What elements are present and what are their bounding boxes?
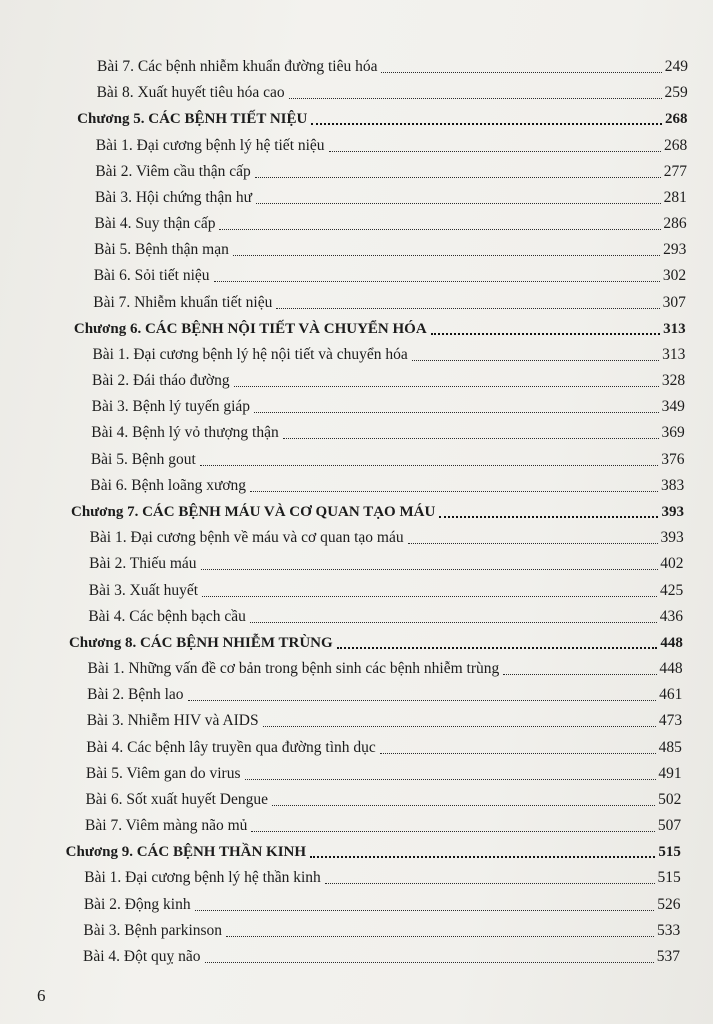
lesson-title: Bài 2. Động kinh: [83, 895, 191, 913]
toc-page-number: 268: [664, 136, 688, 154]
toc-lesson-row: [96, 131, 688, 155]
lesson-title: Bài 7. Viêm màng não mủ: [85, 817, 248, 835]
lesson-title: Bài 1. Những vấn đề cơ bản trong bệnh sinh các bệnh nhiễm trùng: [87, 660, 500, 678]
toc-chapter-row: [66, 837, 681, 861]
toc-lesson-row: [89, 576, 684, 600]
dot-leader: [381, 54, 662, 73]
toc-lesson-row: [97, 78, 688, 102]
toc-chapter-row: [74, 314, 686, 338]
page-number: 6: [37, 986, 46, 1005]
lesson-title: Bài 1. Đại cương bệnh lý hệ nội tiết và chuyển hóa: [92, 345, 408, 363]
lesson-title: Bài 4. Các bệnh bạch cầu: [88, 607, 246, 625]
dot-leader: [200, 447, 659, 466]
toc-lesson-row: [95, 209, 687, 233]
toc-page-number: 268: [665, 111, 688, 128]
toc-page-number: 502: [658, 790, 682, 808]
dot-leader: [214, 263, 661, 282]
dot-leader: [250, 473, 658, 492]
toc-page-number: 436: [659, 607, 684, 625]
toc-page-number: 402: [660, 555, 684, 573]
toc-page-number: 259: [664, 84, 688, 102]
lesson-title: Bài 2. Thiếu máu: [89, 555, 197, 573]
toc-lesson-row: [94, 261, 686, 285]
lesson-title: Bài 6. Bệnh loãng xương: [90, 476, 247, 494]
dot-leader: [205, 944, 654, 963]
toc-lesson-row: [83, 916, 680, 940]
toc-page-number: 448: [660, 634, 683, 651]
dot-leader: [289, 80, 662, 99]
toc-lesson-row: [84, 863, 680, 887]
toc-page-number: 485: [658, 738, 682, 756]
toc-lesson-row: [91, 445, 685, 469]
lesson-title: Bài 1. Đại cương bệnh về máu và cơ quan tạo máu: [89, 529, 404, 547]
dot-leader: [263, 708, 656, 727]
toc-page-number: 307: [662, 293, 686, 311]
lesson-title: Bài 5. Bệnh thận mạn: [94, 241, 229, 259]
toc-lesson-row: [95, 183, 687, 207]
toc-lesson-row: [90, 523, 684, 547]
dot-leader: [276, 290, 660, 309]
toc-page-number: 313: [662, 345, 686, 363]
toc-page-number: 293: [663, 241, 687, 259]
toc-page-number: 515: [657, 869, 681, 887]
toc-lesson-row: [87, 680, 682, 704]
toc-page-number: 383: [660, 476, 685, 494]
toc-lesson-row: [83, 942, 680, 966]
dot-leader: [201, 551, 658, 570]
toc-page-number: 281: [663, 188, 687, 206]
toc-chapter-row: [69, 628, 683, 652]
toc-lesson-row: [92, 392, 685, 416]
lesson-title: Bài 3. Bệnh lý tuyến giáp: [91, 398, 251, 416]
lesson-title: Bài 5. Bệnh gout: [90, 450, 196, 468]
toc-lesson-row: [92, 340, 685, 364]
dot-leader: [325, 865, 655, 884]
toc-lesson-row: [97, 52, 688, 76]
chapter-title: Chương 5. CÁC BỆNH TIẾT NIỆU: [77, 111, 308, 128]
lesson-title: Bài 3. Hội chứng thận hư: [94, 188, 253, 206]
dot-leader: [283, 420, 659, 439]
lesson-title: Bài 4. Bệnh lý vỏ thượng thận: [91, 424, 279, 442]
chapter-title: Chương 8. CÁC BỆNH NHIỄM TRÙNG: [68, 634, 333, 651]
toc-page-number: 369: [661, 424, 685, 442]
dot-leader: [311, 105, 661, 125]
dot-leader: [255, 159, 661, 178]
lesson-title: Bài 8. Xuất huyết tiêu hóa cao: [96, 84, 285, 102]
toc-page-number: 302: [662, 267, 687, 285]
lesson-title: Bài 3. Xuất huyết: [88, 581, 199, 599]
toc-lesson-row: [95, 157, 687, 181]
toc-page-number: 515: [658, 844, 681, 861]
lesson-title: Bài 1. Đại cương bệnh lý hệ thần kinh: [84, 869, 321, 887]
toc-lesson-row: [84, 890, 681, 914]
toc-page-number: 313: [663, 320, 686, 337]
toc-lesson-row: [86, 759, 682, 783]
toc-lesson-row: [91, 418, 684, 442]
dot-leader: [272, 787, 655, 806]
lesson-title: Bài 4. Đột quỵ não: [83, 948, 201, 965]
toc-page-number: 249: [664, 58, 688, 75]
toc-page-number: 393: [661, 504, 684, 520]
dot-leader: [256, 185, 661, 204]
toc-lesson-row: [86, 733, 682, 757]
toc-page-number: 461: [659, 686, 683, 704]
toc-lesson-row: [92, 366, 685, 390]
dot-leader: [226, 918, 654, 937]
lesson-title: Bài 4. Các bệnh lây truyền qua đường tình dục: [86, 738, 376, 756]
dot-leader: [412, 342, 660, 361]
toc-page-number: 473: [658, 712, 683, 730]
toc-page-number: 526: [657, 895, 681, 913]
toc-chapter-row: [77, 104, 687, 128]
toc-page-number: 376: [661, 450, 685, 468]
lesson-title: Bài 3. Nhiễm HIV và AIDS: [86, 712, 259, 730]
dot-leader: [202, 578, 657, 597]
lesson-title: Bài 3. Bệnh parkinson: [83, 921, 223, 939]
toc-page-number: 507: [657, 817, 682, 835]
toc-page-number: 425: [660, 581, 684, 599]
dot-leader: [431, 315, 660, 335]
dot-leader: [245, 761, 656, 780]
dot-leader: [503, 656, 656, 675]
toc-lesson-row: [93, 288, 686, 312]
lesson-title: Bài 7. Nhiễm khuẩn tiết niệu: [93, 293, 273, 311]
toc-page-number: 533: [656, 921, 681, 939]
toc-page-number: 448: [659, 660, 683, 678]
dot-leader: [195, 892, 655, 911]
toc-chapter-row: [71, 497, 684, 521]
lesson-title: Bài 4. Suy thận cấp: [94, 215, 216, 233]
lesson-title: Bài 5. Viêm gan do virus: [85, 764, 241, 782]
toc-lesson-row: [89, 549, 683, 573]
lesson-title: Bài 2. Bệnh lao: [87, 686, 184, 704]
chapter-title: Chương 6. CÁC BỆNH NỘI TIẾT VÀ CHUYỂN HÓA: [73, 320, 427, 337]
dot-leader: [234, 368, 660, 387]
lesson-title: Bài 7. Các bệnh nhiễm khuẩn đường tiêu hóa: [97, 58, 378, 75]
toc-lesson-row: [88, 602, 683, 626]
dot-leader: [219, 211, 660, 230]
toc-page-number: 393: [660, 529, 684, 547]
lesson-title: Bài 6. Sỏi tiết niệu: [93, 267, 210, 285]
toc-page-number: 277: [663, 162, 688, 180]
toc-lesson-row: [85, 811, 681, 835]
lesson-title: Bài 1. Đại cương bệnh lý hệ tiết niệu: [95, 136, 325, 154]
toc-lesson-row: [94, 235, 686, 259]
dot-leader: [251, 813, 655, 832]
chapter-title: Chương 7. CÁC BỆNH MÁU VÀ CƠ QUAN TẠO MÁU: [71, 504, 436, 520]
lesson-title: Bài 2. Đái tháo đường: [92, 372, 230, 390]
dot-leader: [233, 237, 660, 256]
dot-leader: [250, 604, 657, 623]
dot-leader: [188, 682, 657, 701]
lesson-title: Bài 2. Viêm cầu thận cấp: [95, 162, 251, 180]
toc-lesson-row: [85, 785, 681, 809]
toc-page-number: 286: [663, 215, 687, 233]
dot-leader: [329, 133, 662, 152]
dot-leader: [380, 735, 656, 754]
dot-leader: [310, 838, 655, 858]
dot-leader: [408, 525, 658, 544]
toc-page-number: 537: [656, 948, 680, 965]
toc-page-number: 491: [658, 764, 682, 782]
toc-lesson-row: [90, 471, 684, 495]
toc-page-number: 349: [661, 398, 685, 416]
dot-leader: [254, 394, 659, 413]
lesson-title: Bài 6. Sốt xuất huyết Dengue: [85, 790, 268, 808]
toc-lesson-row: [88, 654, 683, 678]
toc-page-number: 328: [661, 372, 686, 390]
chapter-title: Chương 9. CÁC BỆNH THẦN KINH: [65, 844, 307, 861]
toc-lesson-row: [87, 706, 682, 730]
dot-leader: [337, 629, 657, 649]
dot-leader: [439, 498, 658, 518]
